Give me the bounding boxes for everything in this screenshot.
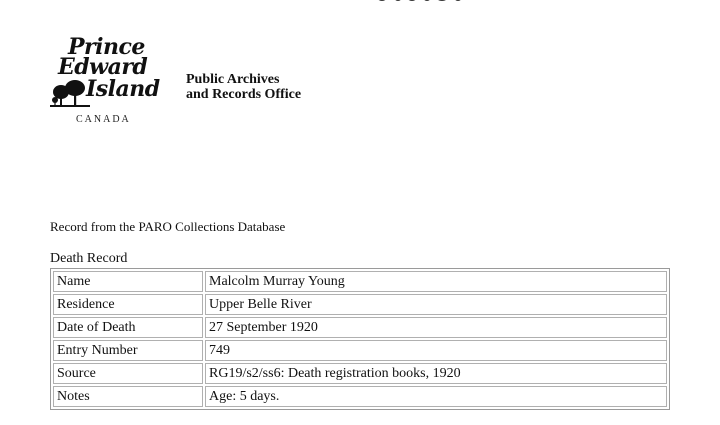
field-value: RG19/s2/ss6: Death registration books, 1920 [205, 363, 667, 384]
field-label: Residence [53, 294, 203, 315]
field-label: Notes [53, 386, 203, 407]
logo-word-prince: Prince [68, 34, 145, 60]
death-record-table [50, 268, 670, 410]
field-value: Upper Belle River [205, 294, 667, 315]
table-row [53, 294, 667, 315]
table-row [53, 386, 667, 407]
field-value: Malcolm Murray Young [205, 271, 667, 292]
table-row [53, 363, 667, 384]
field-value: Age: 5 days. [205, 386, 667, 407]
pei-logo [46, 36, 176, 128]
table-row [53, 317, 667, 338]
field-label: Source [53, 363, 203, 384]
record-caption: Death Record [50, 251, 128, 266]
office-name-line2: and Records Office [186, 87, 302, 102]
field-label: Name [53, 271, 203, 292]
table-row [53, 271, 667, 292]
office-name-line1: Public Archives [186, 72, 280, 87]
cropped-text-fragment [372, 0, 702, 2]
logo-word-island: Island [86, 76, 160, 102]
source-line: Record from the PARO Collections Database [50, 219, 286, 234]
field-label: Entry Number [53, 340, 203, 361]
field-value: 749 [205, 340, 667, 361]
trees-icon [50, 80, 90, 110]
table-row [53, 340, 667, 361]
logo-country: CANADA [76, 114, 131, 125]
field-label: Date of Death [53, 317, 203, 338]
office-name [186, 72, 301, 102]
field-value: 27 September 1920 [205, 317, 667, 338]
logo-word-edward: Edward [58, 54, 148, 80]
